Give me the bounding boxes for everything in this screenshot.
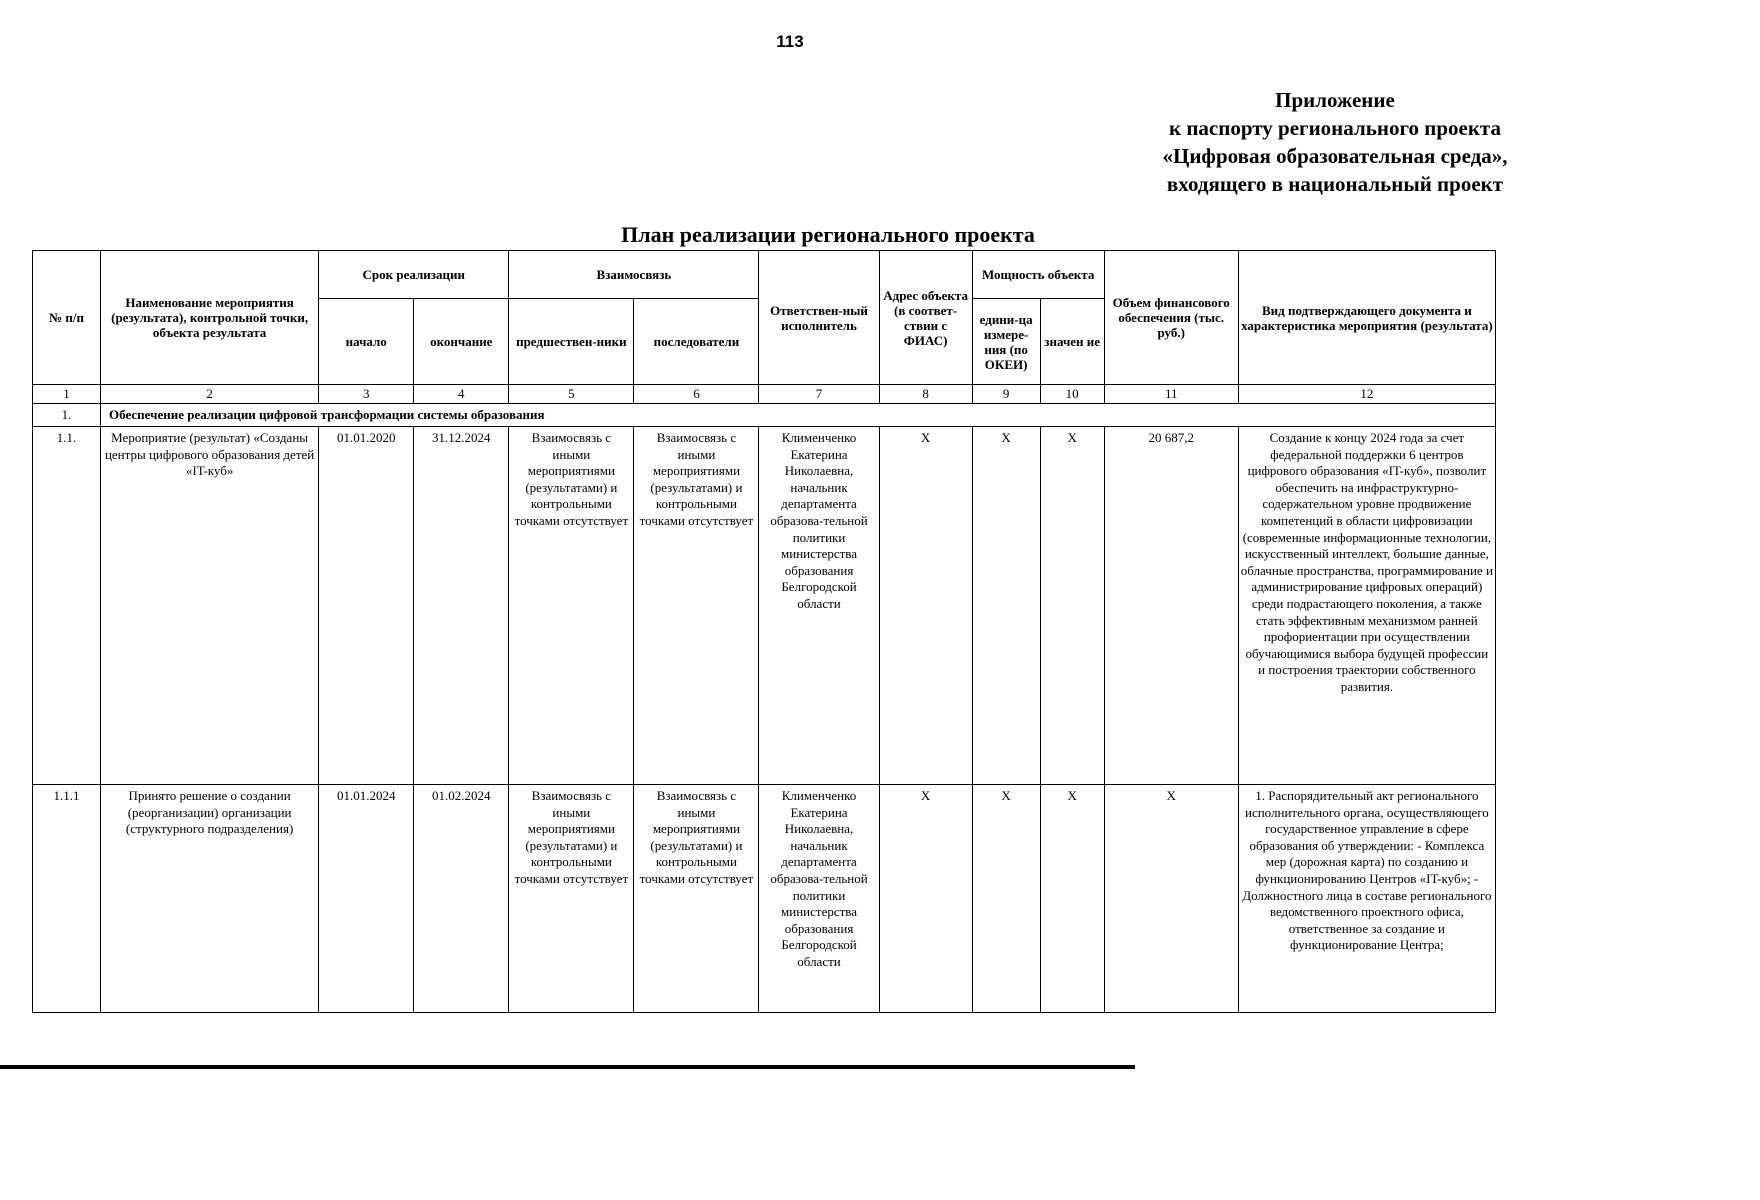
plan-table (32, 250, 1496, 1013)
section-title: Обеспечение реализации цифровой трансформации системы образования (101, 404, 1496, 427)
cell-value: Х (1040, 427, 1104, 785)
table-row (33, 785, 1496, 1013)
header-successors: последователи (634, 299, 759, 385)
cell-predecessors: Взаимосвязь с иными мероприятиями (результатами) и контрольными точками отсутствует (509, 785, 634, 1013)
cell-document: Создание к концу 2024 года за счет федеральной поддержки 6 центров цифрового образования «IT-куб», позволит обеспечить на инфраструктурно-содержательном уровне продвижение компетенций в области цифровизации (современные информационные технологии, искусственный интеллект, большие данные, облачные пространства, программирование и администрирование цифровых операций) среди подрастающего поколения, а также стать эффективным механизмом ранней профориентации при осуществлении обучающимися выбора будущей профессии и построения траектории собственного развития. (1238, 427, 1495, 785)
header-row (33, 251, 1496, 299)
column-number: 12 (1238, 385, 1495, 404)
cell-responsible: Клименченко Екатерина Николаевна, начальник департамента образова-тельной политики министерства образования Белгородской области (759, 427, 879, 785)
column-number: 6 (634, 385, 759, 404)
column-number: 11 (1104, 385, 1238, 404)
header-address: Адрес объекта (в соответ-ствии с ФИАС) (879, 251, 972, 385)
column-number: 1 (33, 385, 101, 404)
appendix-heading (1080, 86, 1590, 198)
section-row (33, 404, 1496, 427)
appendix-line: «Цифровая образовательная среда», (1162, 144, 1508, 168)
cell-unit: Х (972, 427, 1040, 785)
appendix-line: к паспорту регионального проекта (1168, 116, 1501, 140)
cell-end: 31.12.2024 (414, 427, 509, 785)
page-number: 113 (776, 32, 804, 51)
cell-finance: Х (1104, 785, 1238, 1013)
column-number: 10 (1040, 385, 1104, 404)
column-number: 5 (509, 385, 634, 404)
cell-start: 01.01.2020 (319, 427, 414, 785)
header-name: Наименование мероприятия (результата), контрольной точки, объекта результата (101, 251, 319, 385)
cell-predecessors: Взаимосвязь с иными мероприятиями (результатами) и контрольными точками отсутствует (509, 427, 634, 785)
cell-successors: Взаимосвязь с иными мероприятиями (результатами) и контрольными точками отсутствует (634, 785, 759, 1013)
document-title: План реализации регионального проекта (621, 222, 1035, 247)
column-number: 9 (972, 385, 1040, 404)
header-period: Срок реализации (319, 251, 509, 299)
header-predecessors: предшествен-ники (509, 299, 634, 385)
cell-document: 1. Распорядительный акт регионального исполнительного органа, осуществляющего государственное управление в сфере образования об утверждении: - Комплекса мер (дорожная карта) по созданию и функционированию Центров «IT-куб»; - Должностного лица в составе регионального ведомственного проектного офиса, ответственное за создание и функционирование Центра; (1238, 785, 1495, 1013)
cell-responsible: Клименченко Екатерина Николаевна, начальник департамента образова-тельной политики министерства образования Белгородской области (759, 785, 879, 1013)
cell-finance: 20 687,2 (1104, 427, 1238, 785)
header-start: начало (319, 299, 414, 385)
scan-edge-line (0, 1065, 1135, 1069)
cell-unit: Х (972, 785, 1040, 1013)
appendix-line: Приложение (1275, 88, 1395, 112)
cell-successors: Взаимосвязь с иными мероприятиями (результатами) и контрольными точками отсутствует (634, 427, 759, 785)
column-number: 8 (879, 385, 972, 404)
cell-name: Принято решение о создании (реорганизации) организации (структурного подразделения) (101, 785, 319, 1013)
column-number: 2 (101, 385, 319, 404)
column-number: 3 (319, 385, 414, 404)
column-number: 7 (759, 385, 879, 404)
header-finance: Объем финансового обеспечения (тыс. руб.) (1104, 251, 1238, 385)
header-end: окончание (414, 299, 509, 385)
column-number: 4 (414, 385, 509, 404)
header-value: значен ие (1040, 299, 1104, 385)
cell-num: 1.1. (33, 427, 101, 785)
column-number-row (33, 385, 1496, 404)
header-relation: Взаимосвязь (509, 251, 759, 299)
header-capacity: Мощность объекта (972, 251, 1104, 299)
cell-name: Мероприятие (результат) «Созданы центры цифрового образования детей «IT-куб» (101, 427, 319, 785)
cell-num: 1.1.1 (33, 785, 101, 1013)
section-number: 1. (33, 404, 101, 427)
cell-start: 01.01.2024 (319, 785, 414, 1013)
appendix-line: входящего в национальный проект (1166, 172, 1504, 196)
table-row (33, 427, 1496, 785)
cell-end: 01.02.2024 (414, 785, 509, 1013)
cell-address: Х (879, 785, 972, 1013)
header-document: Вид подтверждающего документа и характеристика мероприятия (результата) (1238, 251, 1495, 385)
header-num: № п/п (33, 251, 101, 385)
header-responsible: Ответствен-ный исполнитель (759, 251, 879, 385)
cell-address: Х (879, 427, 972, 785)
cell-value: Х (1040, 785, 1104, 1013)
header-unit: едини-ца измере-ния (по ОКЕИ) (972, 299, 1040, 385)
